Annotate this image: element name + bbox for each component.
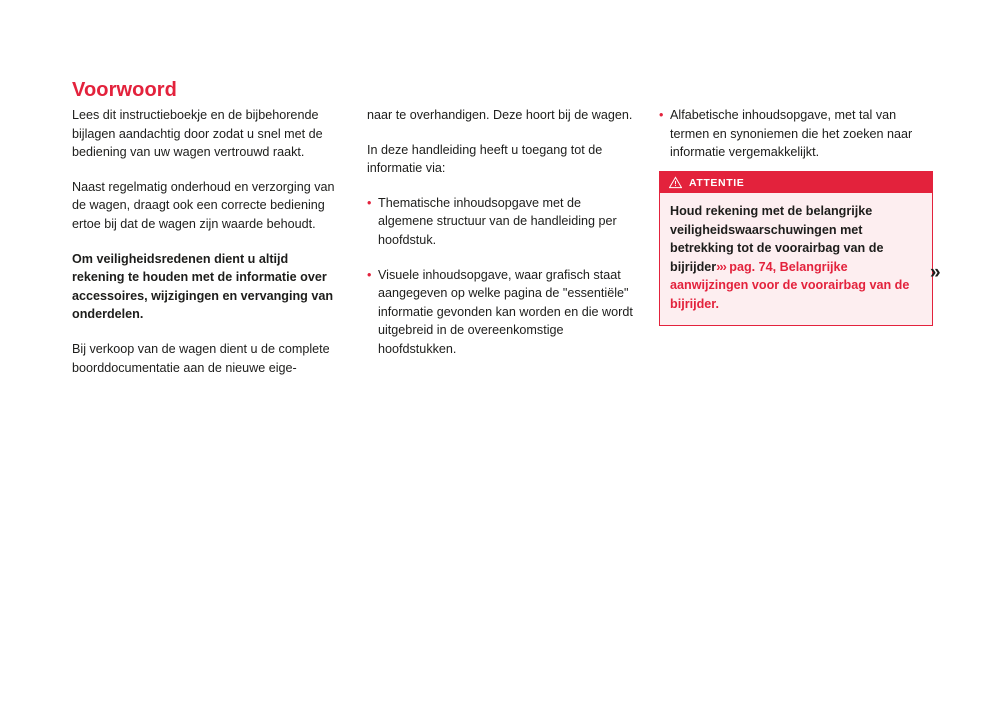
warning-triangle-icon xyxy=(669,176,682,189)
next-page-marker: » xyxy=(930,262,939,283)
list-item: • Visuele inhoudsopgave, waar grafisch staat aangegeven op welke pagina de "essentiële" informatie gevonden kan worden en die wordt uitgebreid in de overeenkomstige hoofdstukken. xyxy=(367,266,639,359)
warning-chevrons: ››› xyxy=(716,259,726,274)
warning-header xyxy=(660,172,932,193)
paragraph: Lees dit instructieboekje en de bijbehorende bijlagen aandachtig door zodat u snel met de bediening van uw wagen vertrouwd raakt. xyxy=(72,108,323,160)
warning-reference: pag. 74, Belangrijke aanwijzingen voor de voorairbag van de bijrijder. xyxy=(670,259,910,311)
column-1 xyxy=(72,106,344,393)
warning-text: Houd rekening met de belangrijke veiligheidswaarschuwingen met betrekking tot de voorairbag van de bijrijder xyxy=(670,204,884,274)
paragraph: In deze handleiding heeft u toegang tot de informatie via: xyxy=(367,142,603,176)
warning-label: ATTENTIE xyxy=(689,176,745,189)
paragraph: naar te overhandigen. Deze hoort bij de wagen. xyxy=(367,108,633,122)
warning-box xyxy=(659,171,933,326)
paragraph: Bij verkoop van de wagen dient u de complete boorddocumentatie aan de nieuwe eige- xyxy=(72,341,330,375)
column-2 xyxy=(367,106,639,375)
warning-body xyxy=(660,193,932,325)
paragraph-bold: Om veiligheidsredenen dient u altijd rekening te houden met de informatie over accessoires, wijzigingen en vervanging van onderdelen. xyxy=(72,251,334,322)
column-3 xyxy=(659,106,931,178)
list-item: • Thematische inhoudsopgave met de algemene structuur van de handleiding per hoofdstuk. xyxy=(367,194,639,250)
paragraph: Naast regelmatig onderhoud en verzorging van de wagen, draagt ook een correcte bediening ertoe bij dat de wagen zijn waarde behoudt. xyxy=(72,179,335,231)
list-item: • Alfabetische inhoudsopgave, met tal van termen en synoniemen die het zoeken naar informatie vergemakkelijkt. xyxy=(659,106,931,162)
page-title: Voorwoord xyxy=(72,79,177,102)
